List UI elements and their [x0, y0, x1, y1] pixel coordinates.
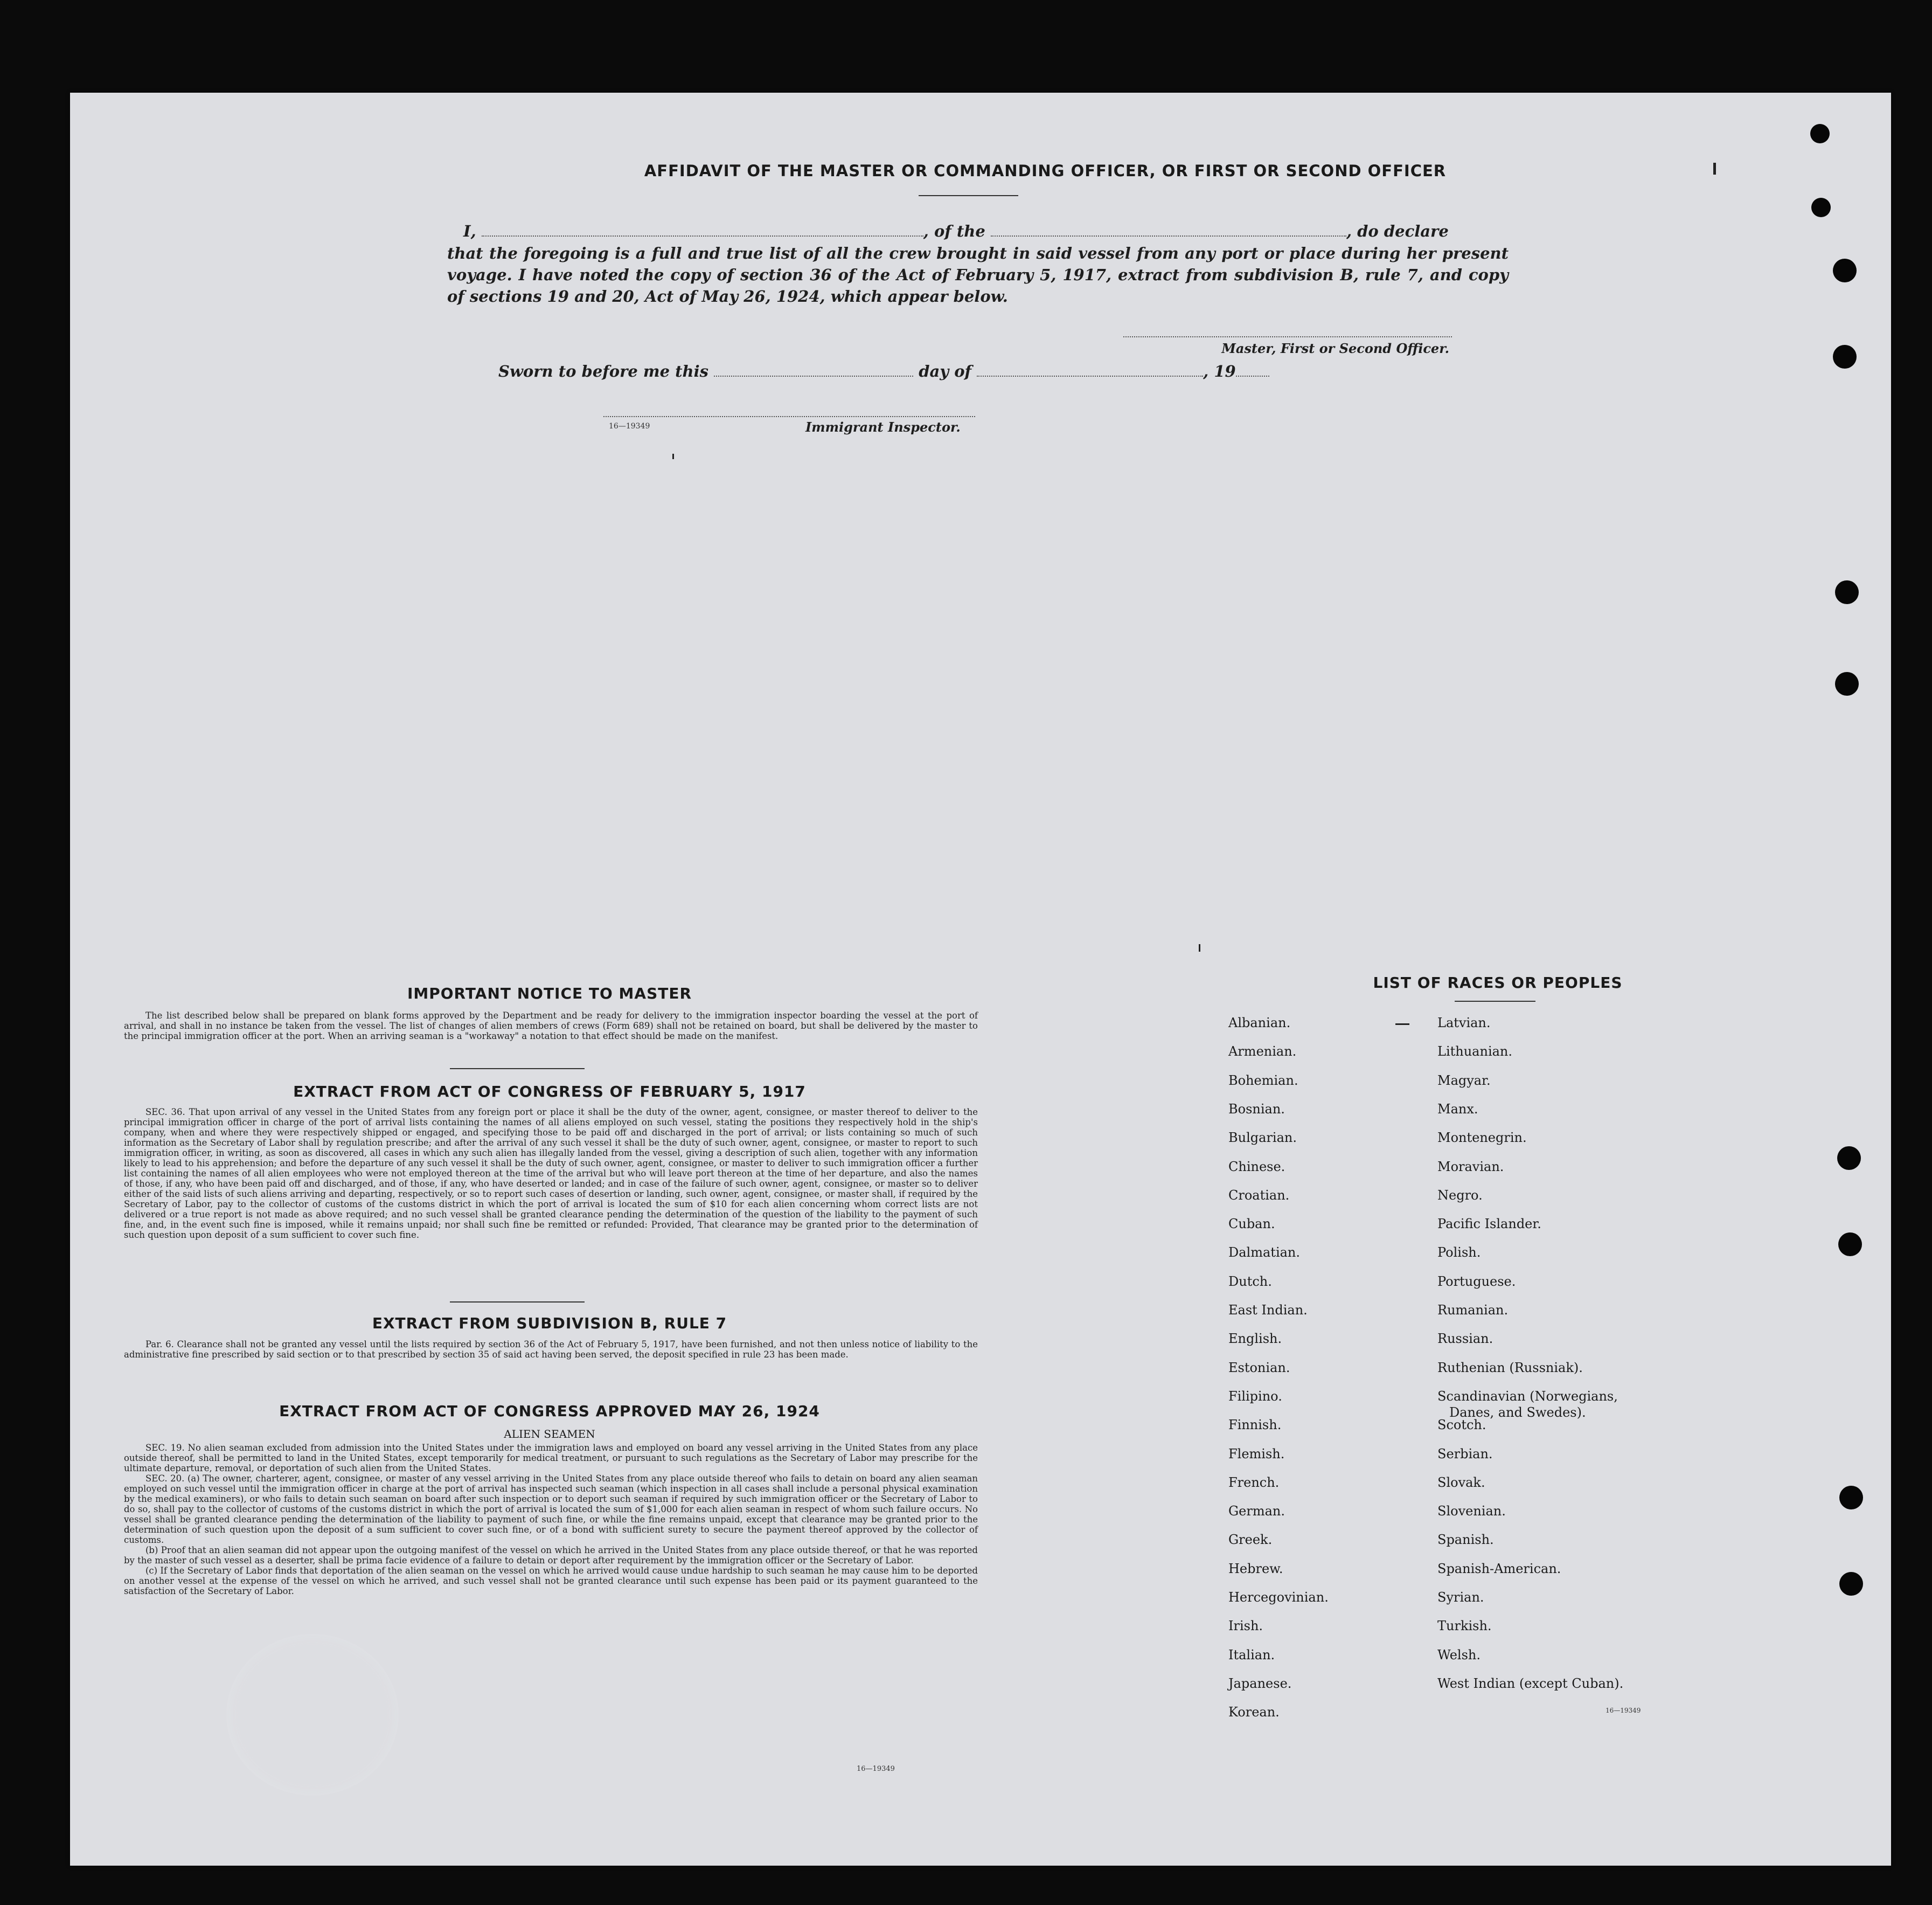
- race-item: West Indian (except Cuban).: [1437, 1675, 1624, 1691]
- race-item: Serbian.: [1437, 1446, 1493, 1461]
- race-item: Hercegovinian.: [1228, 1590, 1329, 1605]
- affidavit-of-the-label: , of the: [923, 222, 985, 240]
- race-item: Polish.: [1437, 1245, 1481, 1260]
- notice-title: IMPORTANT NOTICE TO MASTER: [407, 985, 692, 1002]
- sworn-prefix: Sworn to before me this: [498, 362, 708, 380]
- section-20b-paragraph: (b) Proof that an alien seaman did not appear upon the outgoing manifest of the vessel on which he arrived in the United States from any place outside thereof, or that he was reported by the master of such vessel as a deserter, shall be prima facie evidence of a failure to detain or deport after requirement by the immigration officer or the Secretary of Labor.: [124, 1545, 978, 1565]
- race-item: German.: [1228, 1504, 1285, 1519]
- race-item: Scotch.: [1437, 1417, 1486, 1433]
- master-signature-line: [1123, 336, 1452, 337]
- ink-mark: [672, 454, 674, 459]
- race-item: Cuban.: [1228, 1216, 1275, 1232]
- race-item: Japanese.: [1228, 1675, 1292, 1691]
- inspector-caption: Immigrant Inspector.: [805, 419, 961, 435]
- section-20a-paragraph: SEC. 20. (a) The owner, charterer, agent, consignee, or master of any vessel arriving in the United States from any place outside thereof who fails to detain on board any alien seaman employed on such vessel until the immigration officer in charge at the port of arrival has inspected such seaman (which inspection in all cases shall include a personal physical examination by the medical examiners), or who fails to detain such seaman on board after such inspection or to deport such seaman if required by such immigration officer or the Secretary of Labor to do so, shall pay to the collector of customs of the customs district in which the port of arrival is located the sum of $1,000 for each alien seaman in respect of whom such failure occurs. No vessel shall be granted clearance pending the determination of the liability to payment of such fine, or while the fine remains unpaid, except that clearance may be granted prior to the determination of such question upon the deposit of a sum sufficient to cover such fine, or of a bond with sufficient surety to secure the payment thereof approved by the collector of customs.: [124, 1473, 978, 1545]
- race-item: Latvian.: [1437, 1015, 1491, 1030]
- race-item: Moravian.: [1437, 1159, 1504, 1174]
- sworn-year-blank: [1236, 375, 1269, 377]
- binding-hole: [1835, 580, 1859, 604]
- form-number-bottom: 16—19349: [857, 1765, 895, 1773]
- binding-hole: [1810, 124, 1830, 143]
- binding-hole: [1837, 1146, 1861, 1170]
- race-item: East Indian.: [1228, 1303, 1308, 1318]
- binding-hole: [1811, 198, 1831, 217]
- rule7-paragraph: Par. 6. Clearance shall not be granted any vessel until the lists required by section 36 of the Act of February 5, 1917, have been furnished, and not then unless notice of liability to the administrative fine prescribed by said section or to that prescribed by section 35 of said act having been served, the deposit specified in rule 23 has been made.: [124, 1339, 978, 1360]
- race-item: Hebrew.: [1228, 1561, 1283, 1576]
- race-item: Korean.: [1228, 1705, 1280, 1720]
- races-divider: [1455, 1001, 1535, 1002]
- race-item: Ruthenian (Russniak).: [1437, 1360, 1583, 1375]
- manifest-page: [70, 93, 1891, 1866]
- race-item: Dalmatian.: [1228, 1245, 1301, 1260]
- master-signature-caption: Master, First or Second Officer.: [1221, 341, 1449, 356]
- binding-hole: [1835, 672, 1859, 696]
- race-item: Danes, and Swedes).: [1449, 1404, 1586, 1420]
- race-item: Spanish-American.: [1437, 1561, 1561, 1576]
- race-item: Bohemian.: [1228, 1072, 1298, 1088]
- race-item: Welsh.: [1437, 1647, 1481, 1662]
- ink-mark: [1395, 1023, 1409, 1025]
- binding-hole: [1838, 1232, 1862, 1256]
- affidavit-i-label: I,: [463, 222, 476, 240]
- race-item: Portuguese.: [1437, 1273, 1516, 1289]
- race-item: Finnish.: [1228, 1417, 1282, 1433]
- affidavit-title: AFFIDAVIT OF THE MASTER OR COMMANDING OFFICER, OR FIRST OR SECOND OFFICER: [644, 162, 1447, 180]
- races-title: LIST OF RACES OR PEOPLES: [1373, 974, 1623, 992]
- race-item: Manx.: [1437, 1101, 1478, 1117]
- notice-paragraph: The list described below shall be prepared on blank forms approved by the Department and be ready for delivery to the immigration inspector boarding the vessel at the port of arrival, and shall in no instance be taken from the vessel. The list of changes of alien members of crews (Form 689) shall not be retained on board, but shall be delivered by the master to the principal immigration officer at the port. When an arriving seaman is a "workaway" a notation to that effect should be made on the manifest.: [124, 1010, 978, 1041]
- affidavit-body: that the foregoing is a full and true list of all the crew brought in said vessel from any port or place during her present voyage. I have noted the copy of section 36 of the Act of February 5, 1917, extract from subdivision B, rule 7, and copy of sections 19 and 20, Act of May 26, 1924, which appear below.: [447, 244, 1509, 306]
- divider: [450, 1068, 585, 1069]
- race-item: Rumanian.: [1437, 1303, 1509, 1318]
- form-number-races: 16—19349: [1606, 1707, 1641, 1714]
- affidavit-declare-label: , do declare: [1346, 222, 1449, 240]
- embossed-seal: [226, 1634, 399, 1796]
- divider: [450, 1301, 585, 1303]
- sworn-statement: [498, 362, 1269, 380]
- notice-text: [124, 1010, 978, 1041]
- alien-seamen-subtitle: ALIEN SEAMEN: [504, 1428, 595, 1440]
- race-item: Chinese.: [1228, 1159, 1285, 1174]
- race-item: Bosnian.: [1228, 1101, 1285, 1117]
- title-divider: [919, 195, 1018, 196]
- race-item: Pacific Islander.: [1437, 1216, 1541, 1232]
- race-item: Slovak.: [1437, 1474, 1485, 1490]
- ink-mark: [1199, 944, 1200, 952]
- extract-1924-text: [124, 1443, 978, 1596]
- race-item: Dutch.: [1228, 1273, 1272, 1289]
- binding-hole: [1833, 345, 1857, 369]
- race-item: Lithuanian.: [1437, 1044, 1513, 1059]
- sworn-day-of: day of: [919, 362, 972, 380]
- race-item: Bulgarian.: [1228, 1130, 1297, 1146]
- race-item: Scandinavian (Norwegians,: [1437, 1388, 1618, 1404]
- section-36-paragraph: SEC. 36. That upon arrival of any vessel in the United States from any foreign port or place it shall be the duty of the owner, agent, consignee, or master thereof to deliver to the principal immigration officer in charge of the port of arrival lists containing the names of all aliens employed on such vessel, stating the positions they respectively hold in the ship's company, when and where they were respectively shipped or engaged, and specifying those to be paid off and discharged in the port of arrival; or lists containing so much of such information as the Secretary of Labor shall by regulation prescribe; and after the arrival of any such vessel it shall be the duty of such owner, agent, consignee, or master to report to such immigration officer, in writing, as soon as discovered, all cases in which any such alien has illegally landed from the vessel, giving a description of such alien, together with any information likely to lead to his apprehension; and before the departure of any such vessel it shall be the duty of such owner, agent, consignee, or master to deliver to such immigration officer a further list containing the names of all alien employees who were not employed thereon at the time of the arrival but who will leave port thereon at the time of her departure, and also the names of those, if any, who have been paid off and discharged, and of those, if any, who have deserted or landed; and in case of the failure of such owner, agent, consignee, or master so to deliver either of the said lists of such aliens arriving and departing, respectively, or so to report such cases of desertion or landing, such owner, agent, consignee, or master shall, if required by the Secretary of Labor, pay to the collector of customs of the customs district in which the port of arrival is located the sum of $10 for each alien concerning whom correct lists are not delivered or a true report is not made as above required; and no such vessel shall be granted clearance pending the determination of the question of the liability to the payment of such fine, and, in the event such fine is imposed, while it remains unpaid; nor shall such fine be remitted or refunded: Provided, That clearance may be granted prior to the determination of such question upon deposit of a sum sufficient to cover such fine.: [124, 1107, 978, 1240]
- race-item: Greek.: [1228, 1532, 1273, 1548]
- race-item: Flemish.: [1228, 1446, 1285, 1461]
- sworn-year: , 19: [1203, 362, 1236, 380]
- race-item: Italian.: [1228, 1647, 1275, 1662]
- extract-1917-title: EXTRACT FROM ACT OF CONGRESS OF FEBRUARY 5, 1917: [293, 1083, 806, 1100]
- binding-hole: [1839, 1486, 1863, 1509]
- extract-1917-text: [124, 1107, 978, 1240]
- race-item: Montenegrin.: [1437, 1130, 1527, 1146]
- inspector-signature-line: [603, 416, 975, 417]
- officer-name-blank: [482, 235, 923, 237]
- ink-mark: [1713, 163, 1716, 175]
- extract-rule7-title: EXTRACT FROM SUBDIVISION B, RULE 7: [372, 1314, 727, 1332]
- race-item: French.: [1228, 1474, 1280, 1490]
- race-item: Estonian.: [1228, 1360, 1290, 1375]
- form-number-top: 16—19349: [609, 422, 650, 431]
- race-item: Irish.: [1228, 1618, 1263, 1634]
- race-item: Russian.: [1437, 1331, 1493, 1347]
- sworn-month-blank: [977, 375, 1203, 377]
- race-item: Slovenian.: [1437, 1504, 1506, 1519]
- section-20c-paragraph: (c) If the Secretary of Labor finds that deportation of the alien seaman on the vessel on which he arrived would cause undue hardship to such seaman he may cause him to be deported on another vessel at the expense of the vessel on which he arrived, and such vessel shall not be granted clearance until such expense has been paid or its payment guaranteed to the satisfaction of the Secretary of Labor.: [124, 1565, 978, 1596]
- race-item: English.: [1228, 1331, 1282, 1347]
- race-item: Armenian.: [1228, 1044, 1297, 1059]
- extract-rule7-text: [124, 1339, 978, 1360]
- vessel-name-blank: [991, 235, 1346, 237]
- race-item: Negro.: [1437, 1187, 1483, 1203]
- race-item: Syrian.: [1437, 1590, 1484, 1605]
- extract-1924-title: EXTRACT FROM ACT OF CONGRESS APPROVED MAY 26, 1924: [279, 1402, 820, 1420]
- binding-hole: [1833, 259, 1857, 282]
- race-item: Albanian.: [1228, 1015, 1291, 1030]
- affidavit-first-line: [463, 222, 1503, 240]
- race-item: Croatian.: [1228, 1187, 1290, 1203]
- race-item: Turkish.: [1437, 1618, 1492, 1634]
- binding-hole: [1839, 1572, 1863, 1596]
- race-item: Spanish.: [1437, 1532, 1494, 1548]
- sworn-day-blank: [714, 375, 913, 377]
- section-19-paragraph: SEC. 19. No alien seaman excluded from admission into the United States under the immigration laws and employed on board any vessel arriving in the United States from any place outside thereof, shall be permitted to land in the United States, except temporarily for medical treatment, or pursuant to such regulations as the Secretary of Labor may prescribe for the ultimate departure, removal, or deportation of such alien from the United States.: [124, 1443, 978, 1473]
- race-item: Magyar.: [1437, 1072, 1491, 1088]
- race-item: Filipino.: [1228, 1388, 1282, 1404]
